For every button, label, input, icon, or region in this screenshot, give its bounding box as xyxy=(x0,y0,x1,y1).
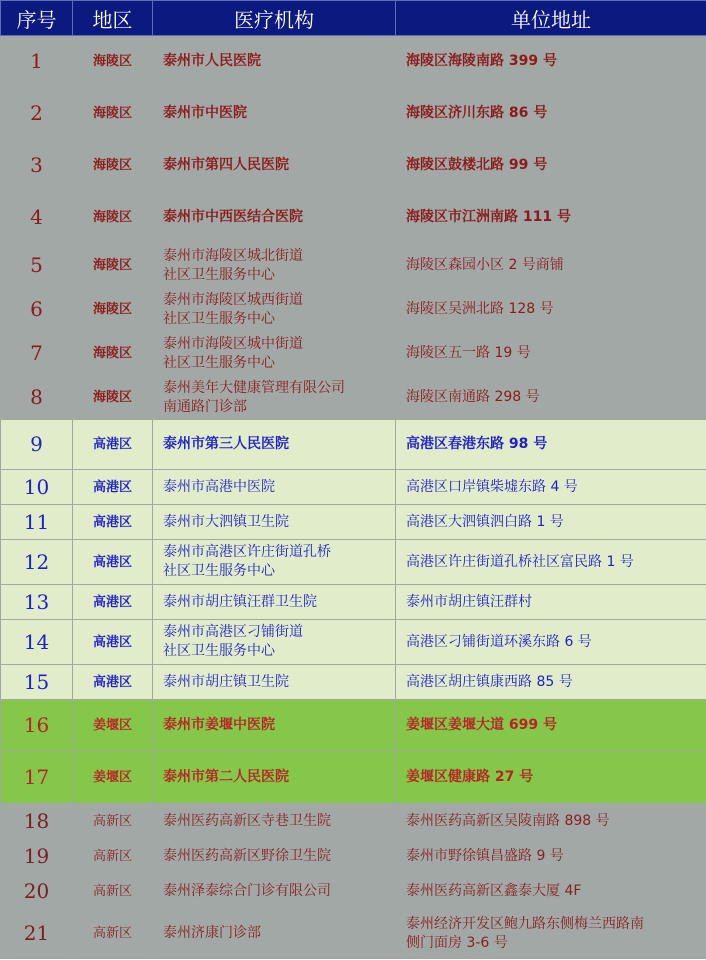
row-no: 14 xyxy=(1,620,73,665)
row-org-line1: 泰州市高港区许庄街道孔桥 xyxy=(163,544,331,560)
row-org-line1: 泰州市姜堰中医院 xyxy=(163,717,275,733)
row-org xyxy=(153,470,396,505)
row-org xyxy=(153,88,396,140)
row-district: 姜堰区 xyxy=(73,752,153,804)
table-row xyxy=(1,376,706,420)
row-address xyxy=(396,192,706,244)
header-address: 单位地址 xyxy=(396,1,706,36)
row-org xyxy=(153,752,396,804)
row-address xyxy=(396,470,706,505)
table-row xyxy=(1,244,706,288)
row-address-line1: 泰州经济开发区鲍九路东侧梅兰西路南 xyxy=(406,915,644,932)
row-district: 海陵区 xyxy=(73,376,153,420)
row-org xyxy=(153,244,396,288)
row-org xyxy=(153,540,396,585)
row-org-line1: 泰州市中西医结合医院 xyxy=(163,209,303,225)
row-address xyxy=(396,752,706,804)
row-no: 4 xyxy=(1,192,73,244)
table-row xyxy=(1,140,706,192)
row-no: 18 xyxy=(1,804,73,839)
row-address xyxy=(396,36,706,88)
row-org-line1: 泰州美年大健康管理有限公司 xyxy=(163,379,345,396)
row-district: 高新区 xyxy=(73,909,153,959)
row-org-line1: 泰州医药高新区寺巷卫生院 xyxy=(163,812,331,829)
row-address-line1: 高港区许庄街道孔桥社区富民路 1 号 xyxy=(406,553,634,570)
row-org xyxy=(153,420,396,470)
row-address xyxy=(396,540,706,585)
row-district: 海陵区 xyxy=(73,288,153,332)
row-org xyxy=(153,36,396,88)
row-no: 3 xyxy=(1,140,73,192)
row-address-line1: 海陵区海陵南路 399 号 xyxy=(406,53,557,69)
row-address xyxy=(396,420,706,470)
row-org-line1: 泰州医药高新区野徐卫生院 xyxy=(163,847,331,864)
row-address-line1: 泰州市野徐镇昌盛路 9 号 xyxy=(406,847,564,864)
table-row xyxy=(1,665,706,700)
row-org xyxy=(153,140,396,192)
row-address xyxy=(396,909,706,959)
row-org-line1: 泰州市第三人民医院 xyxy=(163,436,289,452)
table-row xyxy=(1,752,706,804)
row-address-line1: 姜堰区姜堰大道 699 号 xyxy=(406,717,557,733)
row-org xyxy=(153,700,396,752)
row-org-line2: 社区卫生服务中心 xyxy=(163,266,275,283)
row-org-line1: 泰州市胡庄镇卫生院 xyxy=(163,673,289,690)
row-district: 海陵区 xyxy=(73,36,153,88)
row-address xyxy=(396,88,706,140)
row-org-line2: 社区卫生服务中心 xyxy=(163,643,275,659)
row-district: 高港区 xyxy=(73,665,153,700)
row-address-line1: 海陵区市江洲南路 111 号 xyxy=(406,209,571,225)
row-org xyxy=(153,288,396,332)
row-org xyxy=(153,874,396,909)
header-org: 医疗机构 xyxy=(153,1,396,36)
table-row xyxy=(1,804,706,839)
row-org-line2: 社区卫生服务中心 xyxy=(163,563,275,579)
row-no: 5 xyxy=(1,244,73,288)
row-address-line1: 海陵区鼓楼北路 99 号 xyxy=(406,157,548,173)
row-org xyxy=(153,585,396,620)
row-org-line1: 泰州泽泰综合门诊有限公司 xyxy=(163,882,331,899)
row-address xyxy=(396,585,706,620)
row-org-line1: 泰州市海陵区城中街道 xyxy=(163,335,303,352)
table-row xyxy=(1,874,706,909)
row-address-line1: 海陵区济川东路 86 号 xyxy=(406,105,548,121)
row-no: 2 xyxy=(1,88,73,140)
row-address-line1: 高港区口岸镇柴墟东路 4 号 xyxy=(406,478,578,495)
table-row xyxy=(1,700,706,752)
row-no: 7 xyxy=(1,332,73,376)
row-district: 高港区 xyxy=(73,420,153,470)
row-no: 10 xyxy=(1,470,73,505)
row-no: 20 xyxy=(1,874,73,909)
row-address xyxy=(396,505,706,540)
row-district: 高新区 xyxy=(73,804,153,839)
row-org-line1: 泰州市第四人民医院 xyxy=(163,157,289,173)
row-org-line1: 泰州市大泗镇卫生院 xyxy=(163,513,289,530)
row-org-line1: 泰州市人民医院 xyxy=(163,53,261,69)
row-org-line2: 社区卫生服务中心 xyxy=(163,354,275,371)
row-address xyxy=(396,620,706,665)
table-row xyxy=(1,540,706,585)
row-district: 高港区 xyxy=(73,470,153,505)
table-row xyxy=(1,288,706,332)
row-org xyxy=(153,909,396,959)
row-district: 海陵区 xyxy=(73,88,153,140)
row-org-line1: 泰州市高港中医院 xyxy=(163,478,275,495)
header-district: 地区 xyxy=(73,1,153,36)
row-org-line1: 泰州市第二人民医院 xyxy=(163,769,289,785)
row-org xyxy=(153,620,396,665)
row-address xyxy=(396,376,706,420)
row-address-line1: 高港区刁铺街道环溪东路 6 号 xyxy=(406,633,592,650)
row-org xyxy=(153,665,396,700)
row-no: 1 xyxy=(1,36,73,88)
row-org-line1: 泰州市海陵区城北街道 xyxy=(163,247,303,264)
row-org xyxy=(153,505,396,540)
row-no: 15 xyxy=(1,665,73,700)
row-org xyxy=(153,839,396,874)
row-address-line1: 高港区胡庄镇康西路 85 号 xyxy=(406,673,573,690)
row-no: 17 xyxy=(1,752,73,804)
row-district: 高港区 xyxy=(73,505,153,540)
table-row xyxy=(1,839,706,874)
row-address xyxy=(396,288,706,332)
row-no: 11 xyxy=(1,505,73,540)
row-district: 高港区 xyxy=(73,585,153,620)
table-row xyxy=(1,909,706,959)
row-district: 海陵区 xyxy=(73,192,153,244)
row-district: 海陵区 xyxy=(73,244,153,288)
row-org-line2: 社区卫生服务中心 xyxy=(163,310,275,327)
row-org xyxy=(153,192,396,244)
table-row xyxy=(1,192,706,244)
row-address-line2: 侧门面房 3-6 号 xyxy=(406,934,508,951)
row-org-line1: 泰州济康门诊部 xyxy=(163,925,261,941)
row-address xyxy=(396,839,706,874)
row-no: 6 xyxy=(1,288,73,332)
row-address-line1: 姜堰区健康路 27 号 xyxy=(406,769,534,785)
row-district: 海陵区 xyxy=(73,140,153,192)
row-address-line1: 海陵区吴洲北路 128 号 xyxy=(406,301,554,317)
table-row xyxy=(1,88,706,140)
row-address xyxy=(396,665,706,700)
row-address-line1: 泰州市胡庄镇汪群村 xyxy=(406,593,532,610)
row-org-line1: 泰州市中医院 xyxy=(163,105,247,121)
row-address xyxy=(396,700,706,752)
row-org-line1: 泰州市海陵区城西街道 xyxy=(163,291,303,308)
table-row xyxy=(1,332,706,376)
row-org-line1: 泰州市高港区刁铺街道 xyxy=(163,624,303,640)
row-district: 高新区 xyxy=(73,874,153,909)
table-row xyxy=(1,470,706,505)
row-address-line1: 泰州医药高新区鑫泰大厦 4F xyxy=(406,882,582,899)
row-org-line1: 泰州市胡庄镇汪群卫生院 xyxy=(163,593,317,610)
row-address-line1: 高港区大泗镇泗白路 1 号 xyxy=(406,513,564,530)
row-no: 16 xyxy=(1,700,73,752)
table-header-row xyxy=(1,1,706,36)
row-org-line2: 南通路门诊部 xyxy=(163,398,247,415)
row-address-line1: 泰州医药高新区吴陵南路 898 号 xyxy=(406,812,610,829)
table-row xyxy=(1,620,706,665)
row-no: 13 xyxy=(1,585,73,620)
table-row xyxy=(1,585,706,620)
table-row xyxy=(1,36,706,88)
row-no: 21 xyxy=(1,909,73,959)
header-no: 序号 xyxy=(1,1,73,36)
row-address xyxy=(396,804,706,839)
row-org xyxy=(153,332,396,376)
row-district: 姜堰区 xyxy=(73,700,153,752)
row-district: 高新区 xyxy=(73,839,153,874)
row-no: 8 xyxy=(1,376,73,420)
row-address-line1: 海陵区五一路 19 号 xyxy=(406,345,531,361)
row-address-line1: 海陵区森园小区 2 号商铺 xyxy=(406,257,564,273)
row-district: 高港区 xyxy=(73,620,153,665)
row-address-line1: 高港区春港东路 98 号 xyxy=(406,436,548,452)
table-row xyxy=(1,420,706,470)
row-no: 12 xyxy=(1,540,73,585)
row-org xyxy=(153,376,396,420)
row-org xyxy=(153,804,396,839)
table-row xyxy=(1,505,706,540)
row-no: 19 xyxy=(1,839,73,874)
row-address-line1: 海陵区南通路 298 号 xyxy=(406,389,540,405)
row-district: 海陵区 xyxy=(73,332,153,376)
row-district: 高港区 xyxy=(73,540,153,585)
row-no: 9 xyxy=(1,420,73,470)
row-address xyxy=(396,140,706,192)
row-address xyxy=(396,332,706,376)
row-address xyxy=(396,874,706,909)
row-address xyxy=(396,244,706,288)
